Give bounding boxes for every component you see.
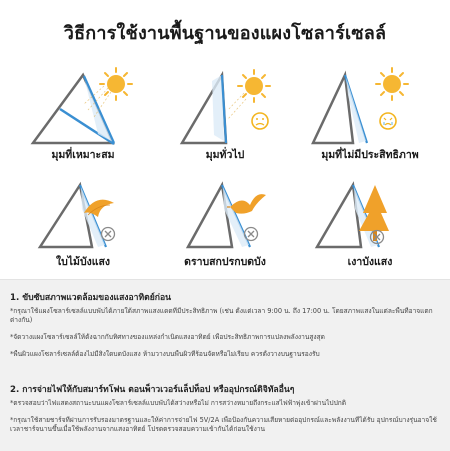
section-1-heading: 1. ขับซับสภาพแวดล้อมของแสงอาทิตย์ก่อน: [10, 293, 172, 303]
panel-caption: มุมที่ไม่มีประสิทธิภาพ: [321, 149, 419, 161]
page-title: วิธีการใช้งานพื้นฐานของแผงโซลาร์เซลล์: [63, 23, 387, 44]
section-2-para-2: *กรุณาใช้สายชาร์จที่ผ่านการรับรองมาตรฐานและให้ค่าการจ่ายไฟ 5V/2A เพื่อป้องกันความเสียหายต่ออุปกรณ์และพลังงานที่ได้รับ อุปกรณ์บางรุ่นอาจใช้เวลาชาร์จนานขึ้นเมื่อใช้พลังงานจากแสงอาทิตย์ โปรดตรวจสอบความเข้ากันได้ก่อนใช้งาน: [10, 416, 437, 433]
panel-caption: ดราบสกปรกบดบัง: [184, 256, 266, 268]
tree-icon: [359, 185, 389, 241]
section-2-heading: 2. การจ่ายไฟให้กับสมาร์ทโฟน ตอนพ็าวเวอร์แล็ปท็อป หรืออุปกรณ์ดิจิทัลอื่นๆ: [10, 385, 295, 395]
x-circle-icon: [102, 228, 115, 241]
inefficient-angle-illustration: [305, 55, 435, 155]
sun-icon: [376, 68, 408, 100]
dirt-block-illustration: [160, 165, 290, 265]
panel-caption: มุมทั่วไป: [205, 149, 245, 161]
shadow-block-illustration: [305, 165, 435, 265]
optimal-angle-illustration: [18, 55, 148, 155]
panel-normal-angle: [160, 55, 290, 173]
section-1-para-3: *พื้นผิวแผงโซลาร์เซลล์ต้องไม่มีสิ่งใดบดบังแสง ห้ามวางบนพื้นผิวที่ร้อนจัดหรือไม่เรียบ ควรตั้งวางบนฐานรองรับ: [10, 350, 320, 358]
panel-caption: ใบไม้บังแสง: [55, 256, 111, 268]
leaf-icon: [84, 200, 114, 217]
usage-notes: [0, 279, 450, 451]
panel-dirt-block: [160, 165, 290, 283]
panel-caption: มุมที่เหมาะสม: [51, 149, 115, 161]
section-1-para-1: *กรุณาใช้แผงโซลาร์เซลล์แบบพับได้ภายใต้สภาพแสงแดดที่มีประสิทธิภาพ (เช่น ตั้งแต่เวลา 9:00 น. ถึง 17:00 น. โดยสภาพแสงในแต่ละพื้นที่อาจแตกต่างกัน): [10, 307, 433, 324]
sun-icon: [100, 68, 132, 100]
sad-face-icon: [252, 113, 268, 129]
panel-shadow-block: [305, 165, 435, 283]
normal-angle-illustration: [160, 55, 290, 155]
panel-optimal-angle: [18, 55, 148, 173]
crying-face-icon: [380, 113, 396, 129]
section-1-para-2: *จัดวางแผงโซลาร์เซลล์ให้ตั้งฉากกับทิศทางของแหล่งกำเนิดแสงอาทิตย์ เพื่อประสิทธิภาพการแปลงพลังงานสูงสุด: [10, 333, 325, 341]
panel-caption: เงาบังแสง: [347, 256, 393, 268]
x-circle-icon: [245, 228, 258, 241]
panel-leaf-shade: [18, 165, 148, 283]
sun-icon: [238, 70, 270, 102]
leaf-shade-illustration: [18, 165, 148, 265]
section-2-para-1: *ตรวจสอบว่าไฟแสดงสถานะบนแผงโซลาร์เซลล์แบบพับได้สว่างหรือไม่ การสว่างหมายถึงกระแสไฟฟ้าพุ่งเข้าผ่านไปปกติ: [10, 399, 347, 407]
panel-inefficient-angle: [305, 55, 435, 173]
